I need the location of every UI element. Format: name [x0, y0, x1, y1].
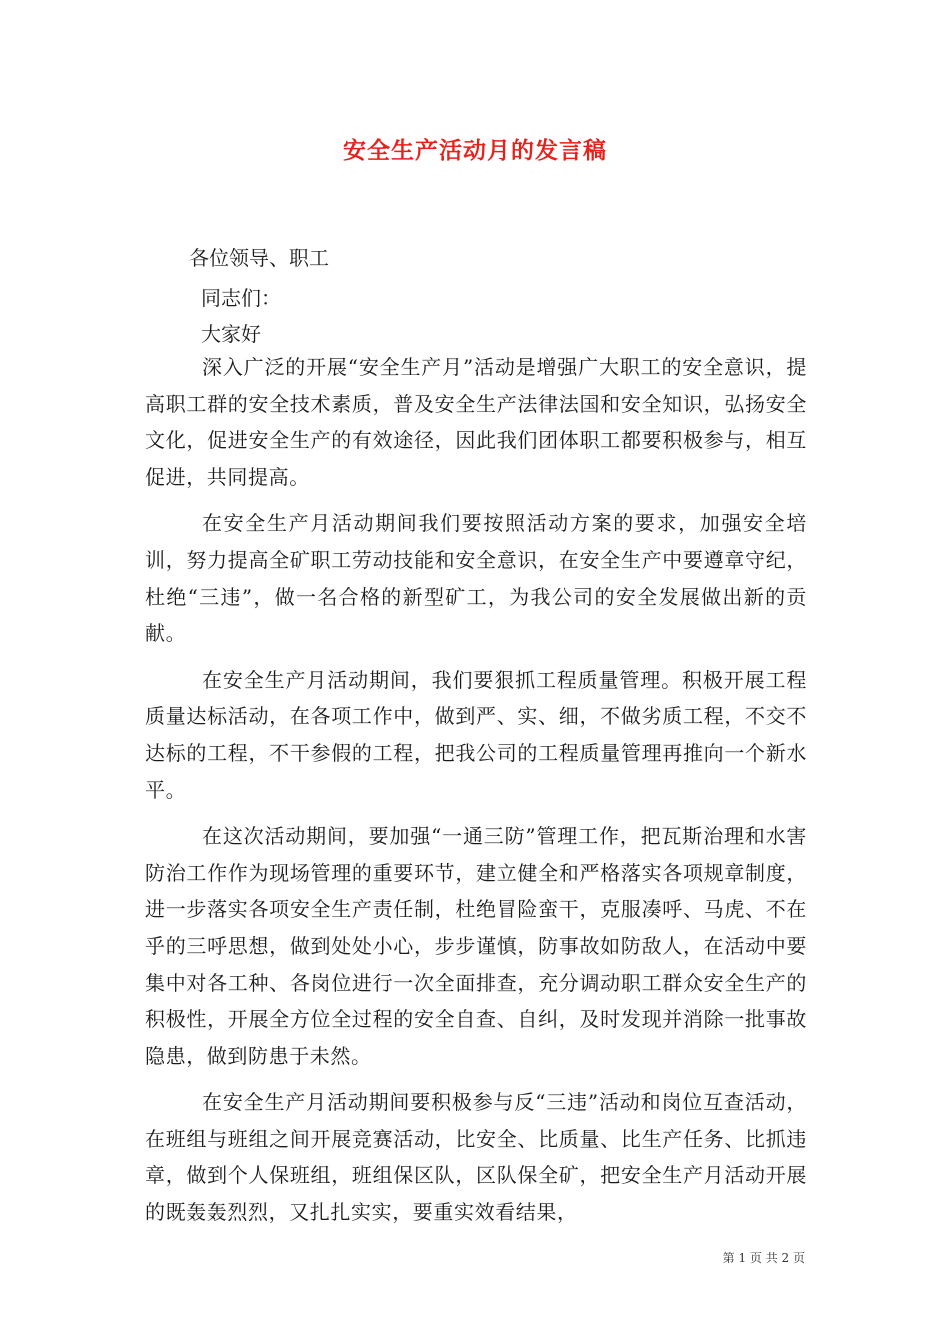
salutation-leaders: 各位领导、职工 [189, 246, 329, 270]
salutation-greeting: 大家好 [201, 322, 261, 346]
paragraph-1: 深入广泛的开展“安全生产月”活动是增强广大职工的安全意识，提高职工群的安全技术素质，普及安全生产法律法国和安全知识，弘扬安全文化，促进安全生产的有效途径，因此我们团体职工都要积极参与，相互促进，共同提高。 [145, 355, 807, 489]
paragraph-4: 在这次活动期间，要加强“一通三防”管理工作，把瓦斯治理和水害防治工作作为现场管理的重要环节，建立健全和严格落实各项规章制度，进一步落实各项安全生产责任制，杜绝冒险蛮干，克服凑呼、马虎、不在乎的三呼思想，做到处处小心，步步谨慎，防事故如防敌人，在活动中要集中对各工种、各岗位进行一次全面排查，充分调动职工群众安全生产的积极性，开展全方位全过程的安全自查、自纠，及时发现并消除一批事故隐患，做到防患于未然。 [145, 824, 807, 1068]
paragraph-5: 在安全生产月活动期间要积极参与反“三违”活动和岗位互查活动，在班组与班组之间开展竞赛活动，比安全、比质量、比生产任务、比抓违章，做到个人保班组，班组保区队，区队保全矿，把安全生产月活动开展的既轰轰烈烈，又扎扎实实，要重实效看结果， [145, 1090, 807, 1225]
paragraph-2: 在安全生产月活动期间我们要按照活动方案的要求，加强安全培训，努力提高全矿职工劳动技能和安全意识，在安全生产中要遵章守纪，杜绝“三违”，做一名合格的新型矿工，为我公司的安全发展做出新的贡献。 [145, 511, 807, 646]
page-number-footer: 第 1 页 共 2 页 [722, 1251, 805, 1265]
document-body [145, 349, 807, 1231]
paragraph-3: 在安全生产月活动期间，我们要狠抓工程质量管理。积极开展工程质量达标活动，在各项工作中，做到严、实、细，不做劣质工程，不交不达标的工程，不干参假的工程，把我公司的工程质量管理再推向一个新水平。 [145, 667, 807, 802]
salutation-comrades: 同志们： [201, 286, 281, 310]
document-title: 安全生产活动月的发言稿 [343, 137, 607, 164]
